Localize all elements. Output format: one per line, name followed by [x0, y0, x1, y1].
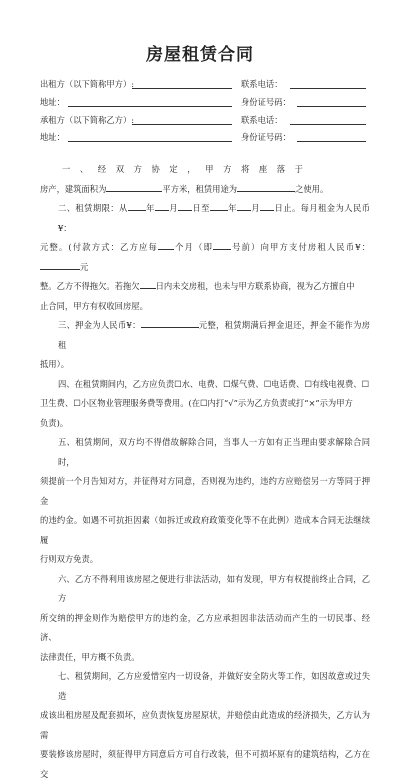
clause-5-line-2	[40, 472, 370, 511]
month-label-2: 月	[250, 203, 261, 213]
clause-3-end: 抵用）。	[40, 359, 70, 369]
clause-6-line-3	[40, 648, 370, 668]
clause-6-text-3: 法律责任，甲方概不负责。	[40, 651, 140, 662]
clause-2-line-4	[40, 297, 370, 317]
lessee-id-line	[297, 141, 366, 142]
use-blank	[237, 182, 295, 192]
overdue-days-blank	[140, 279, 156, 289]
year-label-2: 年	[227, 203, 237, 213]
clause-4-text-2: 卫生费、☐小区物业管理服务费等费用。(在☐内打“√”示为乙方负责或打“×”示为甲方	[40, 398, 353, 408]
clause-3-line-2	[40, 355, 370, 375]
overdue-label: 整。乙方不得拖欠。若拖欠	[40, 281, 140, 291]
clause-3-line-1	[40, 316, 370, 355]
deposit-text: 元整，租赁期满后押金退还，押金不能作为房租	[58, 320, 370, 350]
clause-1-use-label: 平方米，租赁用途为	[162, 183, 238, 194]
lessor-contact-line	[290, 88, 366, 89]
clause-4-line-2	[40, 394, 370, 414]
clause-7-text-3: 要装修该房屋时，须征得甲方同意后方可自行改装，但不可损坏原有的建筑结构，乙方在交	[40, 749, 370, 779]
clause-7-line-3	[40, 745, 370, 784]
clause-2-line-3	[40, 277, 370, 297]
clause-1-text: 一、经双方协定，甲方将座落于	[62, 164, 313, 174]
clause-2-end: 止合同，甲方有权收回房屋。	[40, 300, 148, 311]
lessor-id-label: 身份证号码：	[241, 97, 291, 107]
clause-7-line-1	[40, 667, 370, 706]
clause-5-text-2: 须提前一个月告知对方，并征得对方同意，否则视为违约，违约方应赔偿另一方等同于押金	[40, 476, 370, 506]
area-blank	[106, 182, 162, 192]
clause-5-text-3: 的违约金。如遇不可抗拒因素（如拆迁或政府政策变化等不在此例）造成本合同无法继续履	[40, 515, 370, 545]
end-month-blank	[237, 201, 251, 211]
clause-6-line-2	[40, 609, 370, 648]
clause-5-line-4	[40, 550, 370, 570]
clause-7-text-2: 成该出租房屋及配套损坏，应负责恢复房屋原状，并赔偿由此造成的经济损失，乙方认为需	[40, 710, 370, 740]
payment-method-label: 元整。(付款方式：乙方应每	[40, 242, 158, 252]
clause-5-text-1: 五、租赁期间，双方均不得借故解除合同，当事人一方如有正当理由要求解除合同时，	[58, 437, 370, 467]
lessor-address-label: 地址：	[40, 97, 65, 107]
lessee-address-label: 地址：	[40, 132, 65, 142]
month-label: 月	[168, 203, 178, 213]
months-blank	[158, 240, 174, 250]
start-year-blank	[128, 201, 146, 211]
lessor-label: 出租方（以下简称甲方）:	[40, 79, 135, 89]
clause-7-line-2	[40, 706, 370, 745]
contract-title: 房屋租赁合同	[146, 45, 254, 65]
contract-clauses	[40, 160, 370, 784]
lessor-contact-label: 联系电话：	[241, 79, 283, 89]
start-month-blank	[155, 201, 169, 211]
clause-2-line-1	[40, 199, 370, 238]
clause-4-line-1	[40, 375, 370, 395]
clause-1-end: 之使用。	[295, 183, 329, 194]
clause-5-line-3	[40, 511, 370, 550]
clause-1-line-1	[40, 160, 370, 180]
date-blank	[213, 240, 231, 250]
clause-5-text-4: 行则双方免责。	[40, 554, 99, 564]
lessee-contact-line	[290, 124, 366, 125]
clause-6-line-1	[40, 570, 370, 609]
rent-payment-label: 号前）向甲方支付房租人民币¥：	[231, 242, 370, 252]
rent-amount-blank	[40, 260, 80, 270]
deposit-blank	[141, 318, 199, 328]
monthly-rent-label: 日止。每月租金为人民币¥：	[58, 203, 370, 233]
end-year-blank	[210, 201, 228, 211]
clause-2-text: 二、租赁期限：从	[58, 203, 128, 213]
clause-2-line-2	[40, 238, 370, 277]
start-day-blank	[178, 201, 192, 211]
months-label: 个月（即	[174, 242, 214, 252]
clause-4-line-3	[40, 414, 370, 434]
lessee-address-line	[68, 141, 232, 142]
clause-6-text-2: 所交纳的押金则作为赔偿甲方的违约金，乙方应承担因非法活动而产生的一切民事、经济、	[40, 612, 370, 642]
lessor-id-line	[297, 106, 366, 107]
year-label: 年	[145, 203, 155, 213]
clause-5-line-1	[40, 433, 370, 472]
lessee-label: 承租方（以下简称乙方）:	[40, 115, 135, 125]
clause-7-text-1: 七、租赁期间，乙方应爱惜室内一切设备，并做好安全防火等工作，如因故意或过失造	[58, 671, 370, 701]
clause-1-line-2	[40, 180, 370, 200]
lessor-address-line	[68, 106, 232, 107]
lessee-name-line	[132, 124, 232, 125]
clause-6-text-1: 六、乙方不得利用该房屋之便进行非法活动，如有发现，甲方有权提前终止合同，乙方	[58, 573, 370, 603]
clause-4-text-1: 四、在租赁期间内，乙方应负责☐水、电费、☐煤气费、☐电话费、☐有线电视费、☐	[58, 378, 369, 389]
lessee-contact-label: 联系电话：	[241, 115, 283, 125]
end-day-blank	[260, 201, 274, 211]
lessor-name-line	[132, 88, 232, 89]
deposit-label: 三、押金为人民币¥：	[58, 320, 141, 330]
day-to-label: 日至	[191, 203, 210, 213]
yuan-label: 元	[80, 261, 89, 272]
overdue-text: 日内未交房租，也未与甲方联系协商，视为乙方擅自中	[155, 281, 355, 291]
clause-1-area-label: 房产，建筑面积为	[40, 183, 107, 194]
lessee-id-label: 身份证号码：	[241, 132, 291, 142]
clause-4-text-3: 负责)。	[40, 417, 69, 428]
